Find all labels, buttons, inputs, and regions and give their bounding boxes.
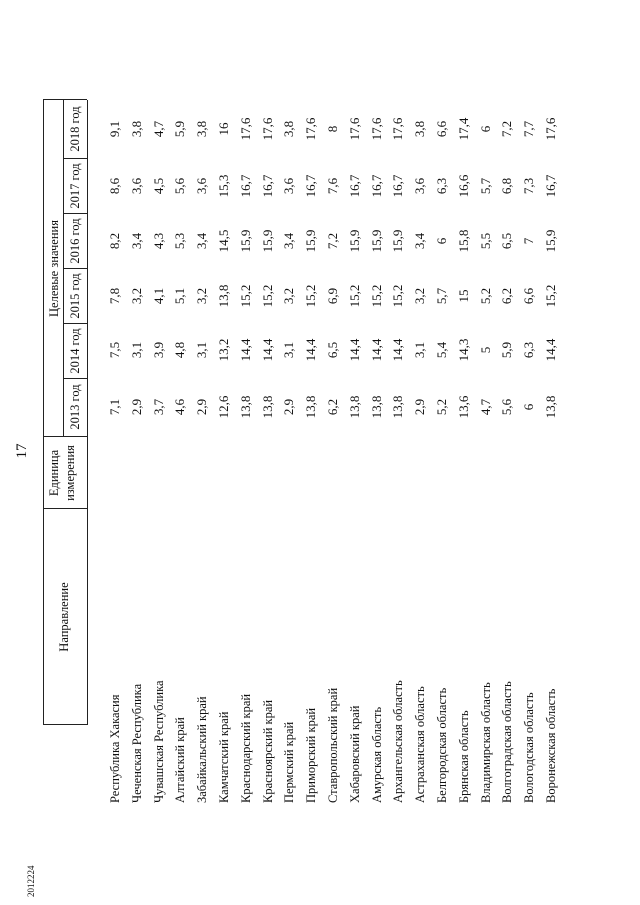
row-name: Воронежская область	[544, 688, 558, 803]
value-cell: 4,6	[172, 398, 188, 416]
value-cell: 3,8	[412, 120, 428, 138]
value-cell: 14,4	[259, 338, 275, 362]
value-cell: 17,6	[303, 117, 319, 141]
value-cell: 4,7	[477, 398, 493, 416]
value-cell: 14,4	[303, 338, 319, 362]
value-cell: 3,4	[281, 232, 297, 250]
value-cell: 6,5	[499, 232, 515, 250]
row-name: Вологодская область	[522, 692, 537, 803]
header-target-values: Целевые значения	[47, 220, 61, 317]
value-cell: 2,9	[281, 398, 297, 416]
value-cell: 8	[325, 125, 340, 133]
row-name: Краснодарский край	[238, 693, 253, 803]
row-name: Хабаровский край	[347, 705, 362, 803]
value-cell: 7,1	[107, 398, 122, 416]
page-number: 17	[14, 443, 30, 459]
value-cell: 8,6	[107, 177, 122, 195]
value-cell: 17,6	[543, 117, 558, 141]
value-cell: 16,7	[346, 174, 362, 198]
row-name: Брянская область	[456, 710, 471, 803]
value-cell: 7,2	[499, 120, 515, 138]
value-cell: 15,2	[303, 284, 319, 308]
value-cell: 16,7	[237, 174, 253, 198]
table-top-line	[43, 100, 44, 725]
document-code: 2012224	[26, 865, 36, 897]
value-cell: 14,4	[390, 338, 406, 362]
value-cell: 3,1	[412, 341, 428, 359]
value-cell: 7	[521, 237, 537, 245]
row-name: Алтайский край	[173, 717, 188, 803]
value-cell: 15,2	[543, 284, 558, 308]
value-cell: 3,1	[281, 341, 297, 359]
value-cell: 4,5	[150, 177, 166, 195]
value-cell: 3,7	[150, 398, 166, 416]
value-cell: 15,2	[368, 284, 384, 308]
value-cell: 3,6	[128, 177, 144, 195]
value-cell: 14,3	[455, 338, 471, 362]
value-cell: 16,7	[543, 174, 558, 198]
value-cell: 5,1	[172, 287, 188, 305]
value-cell: 13,8	[303, 395, 319, 419]
value-cell: 5,7	[477, 177, 493, 195]
value-cell: 15,9	[259, 229, 275, 253]
value-cell: 4,1	[150, 287, 166, 305]
value-cell: 15,9	[346, 229, 362, 253]
value-cell: 5,6	[499, 398, 515, 416]
value-cell: 16,7	[390, 174, 406, 198]
value-cell: 3,4	[128, 232, 144, 250]
value-cell: 6,8	[499, 177, 515, 195]
header-unit-line2: измерения	[63, 445, 77, 501]
value-cell: 16	[216, 122, 231, 136]
value-cell: 15	[455, 289, 471, 303]
row-name: Архангельская область	[391, 680, 406, 803]
row-name: Ставропольский край	[326, 687, 340, 803]
value-cell: 5,5	[477, 232, 493, 250]
value-cell: 5,4	[434, 341, 449, 359]
year-header: 2016 год	[68, 218, 82, 264]
value-cell: 4,8	[172, 341, 188, 359]
value-cell: 17,6	[346, 117, 362, 141]
value-cell: 5,9	[172, 120, 188, 138]
row-name: Белгородская область	[435, 687, 449, 803]
value-cell: 5,3	[172, 232, 188, 250]
value-cell: 7,6	[325, 177, 340, 195]
value-cell: 14,4	[237, 338, 253, 362]
value-cell: 14,4	[543, 338, 558, 362]
value-cell: 5,7	[434, 287, 449, 305]
value-cell: 7,7	[521, 120, 537, 138]
value-cell: 15,2	[237, 284, 253, 308]
row-name: Республика Хакасия	[108, 694, 122, 803]
value-cell: 15,3	[216, 174, 231, 198]
value-cell: 3,1	[194, 341, 210, 359]
year-header: 2017 год	[68, 163, 82, 209]
value-cell: 13,8	[543, 395, 558, 419]
value-cell: 15,9	[237, 229, 253, 253]
value-cell: 4,7	[150, 120, 166, 138]
value-cell: 16,7	[303, 174, 319, 198]
row-name: Камчатский край	[217, 711, 231, 803]
value-cell: 3,6	[194, 177, 210, 195]
value-cell: 5,6	[172, 177, 188, 195]
value-cell: 14,4	[368, 338, 384, 362]
row-name: Красноярский край	[260, 699, 275, 803]
value-cell: 3,2	[412, 287, 428, 305]
value-cell: 13,8	[216, 284, 231, 308]
value-cell: 6,9	[325, 287, 340, 305]
value-cell: 14,5	[216, 229, 231, 253]
value-cell: 3,1	[128, 341, 144, 359]
value-cell: 3,8	[128, 120, 144, 138]
value-cell: 3,4	[412, 232, 428, 250]
value-cell: 17,6	[368, 117, 384, 141]
value-cell: 16,7	[259, 174, 275, 198]
value-cell: 6,3	[434, 177, 449, 195]
value-cell: 6	[521, 403, 537, 411]
value-cell: 6,6	[521, 287, 537, 305]
value-cell: 15,9	[303, 229, 319, 253]
year-header: 2018 год	[68, 106, 82, 152]
value-cell: 6,2	[325, 398, 340, 416]
row-name: Приморский край	[304, 707, 319, 803]
value-cell: 13,8	[237, 395, 253, 419]
value-cell: 5,2	[477, 287, 493, 305]
value-cell: 3,8	[194, 120, 210, 138]
value-cell: 13,8	[390, 395, 406, 419]
value-cell: 3,8	[281, 120, 297, 138]
value-cell: 3,2	[128, 287, 144, 305]
value-cell: 17,4	[455, 117, 471, 141]
value-cell: 13,8	[346, 395, 362, 419]
value-cell: 15,9	[543, 229, 558, 253]
value-cell: 3,9	[150, 341, 166, 359]
year-header: 2013 год	[68, 384, 82, 430]
value-cell: 15,8	[455, 229, 471, 253]
value-cell: 15,9	[368, 229, 384, 253]
value-cell: 5,9	[499, 341, 515, 359]
value-cell: 16,6	[455, 174, 471, 198]
value-cell: 5	[477, 346, 493, 354]
value-cell: 14,4	[346, 338, 362, 362]
row-name: Чеченская Республика	[129, 683, 144, 803]
header-bottom-line	[87, 100, 88, 725]
value-cell: 6,6	[434, 120, 449, 138]
value-cell: 5,2	[434, 398, 449, 416]
value-cell: 17,6	[237, 117, 253, 141]
value-cell: 3,2	[194, 287, 210, 305]
value-cell: 6	[477, 125, 493, 133]
row-name: Астраханская область	[413, 686, 428, 803]
value-cell: 15,9	[390, 229, 406, 253]
value-cell: 6,2	[499, 287, 515, 305]
value-cell: 13,8	[368, 395, 384, 419]
value-cell: 3,6	[281, 177, 297, 195]
value-cell: 2,9	[194, 398, 210, 416]
value-cell: 7,5	[107, 341, 122, 359]
value-cell: 13,2	[216, 338, 231, 362]
value-cell: 15,2	[390, 284, 406, 308]
value-cell: 3,6	[412, 177, 428, 195]
value-cell: 3,2	[281, 287, 297, 305]
value-cell: 13,6	[455, 395, 471, 419]
row-name: Владимирская область	[478, 682, 493, 803]
value-cell: 2,9	[412, 398, 428, 416]
row-name: Забайкальский край	[195, 696, 210, 803]
value-cell: 17,6	[259, 117, 275, 141]
year-header: 2014 год	[68, 328, 82, 374]
row-name: Волгоградская область	[500, 681, 515, 803]
value-cell: 15,2	[346, 284, 362, 308]
value-cell: 6,5	[325, 341, 340, 359]
value-cell: 7,8	[107, 287, 122, 305]
row-name: Чувашская Республика	[151, 680, 166, 803]
value-cell: 9,1	[107, 120, 122, 138]
value-cell: 13,8	[259, 395, 275, 419]
value-cell: 12,6	[216, 395, 231, 419]
value-cell: 8,2	[107, 232, 122, 250]
value-cell: 6	[434, 237, 449, 245]
header-direction: Направление	[57, 582, 71, 652]
value-cell: 6,3	[521, 341, 537, 359]
value-cell: 16,7	[368, 174, 384, 198]
value-cell: 3,4	[194, 232, 210, 250]
value-cell: 2,9	[128, 398, 144, 416]
row-name: Амурская область	[369, 706, 384, 803]
value-cell: 15,2	[259, 284, 275, 308]
year-header: 2015 год	[68, 273, 82, 319]
value-cell: 7,2	[325, 232, 340, 250]
row-name: Пермский край	[282, 721, 297, 803]
value-cell: 4,3	[150, 232, 166, 250]
value-cell: 7,3	[521, 177, 537, 195]
value-cell: 17,6	[390, 117, 406, 141]
header-unit-line1: Единица	[47, 449, 61, 497]
